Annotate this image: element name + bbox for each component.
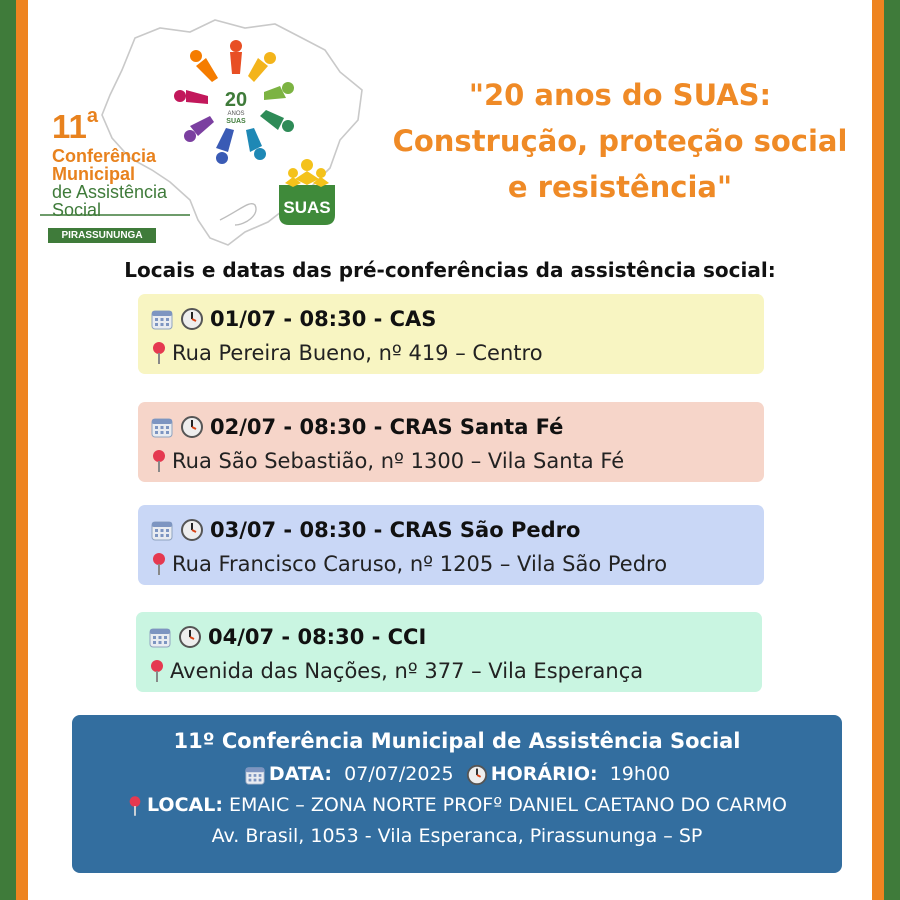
- date-time-row: [72, 759, 842, 790]
- clock-icon: [178, 625, 202, 649]
- suas-logo-icon: [279, 159, 335, 225]
- event-title: 01/07 - 08:30 - CAS: [210, 307, 437, 331]
- event-title: 02/07 - 08:30 - CRAS Santa Fé: [210, 415, 564, 439]
- clock-icon: [180, 307, 204, 331]
- clock-icon: [466, 764, 488, 786]
- pin-icon: [127, 795, 143, 817]
- edition-number: 11$^a$: [52, 105, 99, 145]
- people-circle-icon: [174, 40, 294, 164]
- section-heading: Locais e datas das pré-conferências da assistência social:: [124, 258, 776, 282]
- date-value: 07/07/2025: [344, 763, 454, 785]
- logo-line-2: Municipal: [52, 164, 136, 184]
- calendar-icon: [150, 307, 174, 331]
- event-card: [138, 402, 764, 482]
- city-label: PIRASSUNUNGA: [48, 228, 156, 243]
- badge-word: ANOS: [227, 111, 245, 117]
- clock-icon: [180, 415, 204, 439]
- logo-text: [52, 105, 168, 220]
- pin-icon: [148, 659, 166, 683]
- main-conference-box: [72, 715, 842, 873]
- slogan-line-1: "20 anos do SUAS:: [468, 78, 772, 112]
- event-address: Rua Francisco Caruso, nº 1205 – Vila São Pedro: [172, 552, 668, 576]
- local-label: LOCAL:: [146, 794, 223, 816]
- left-orange-stripe: [16, 0, 28, 900]
- event-address: Rua Pereira Bueno, nº 419 – Centro: [172, 341, 543, 365]
- calendar-icon: [150, 518, 174, 542]
- slogan-line-3: e resistência": [507, 170, 733, 204]
- logo-line-4: Social: [52, 200, 102, 220]
- date-label: DATA:: [268, 763, 333, 785]
- logo-line-1: Conferência: [52, 146, 157, 166]
- time-value: 19h00: [609, 763, 671, 785]
- clock-icon: [180, 518, 204, 542]
- right-green-stripe: [884, 0, 900, 900]
- slogan: [380, 72, 860, 210]
- event-address: Avenida das Nações, nº 377 – Vila Esperança: [170, 659, 644, 683]
- logo-line-3: de Assistência: [52, 182, 168, 202]
- slogan-line-2: Construção, proteção social: [392, 124, 848, 158]
- event-card: [136, 612, 762, 692]
- badge-suas: SUAS: [226, 118, 246, 125]
- right-orange-stripe: [872, 0, 884, 900]
- suas-logo-text: SUAS: [283, 198, 331, 217]
- event-card: [138, 294, 764, 374]
- badge-number: 20: [224, 89, 248, 111]
- event-address: Rua São Sebastião, nº 1300 – Vila Santa Fé: [172, 449, 625, 473]
- calendar-icon: [148, 625, 172, 649]
- pin-icon: [150, 552, 168, 576]
- local-row: [72, 790, 842, 821]
- left-green-stripe: [0, 0, 16, 900]
- pin-icon: [150, 449, 168, 473]
- time-label: HORÁRIO:: [490, 763, 598, 785]
- local-value: EMAIC – ZONA NORTE PROFº DANIEL CAETANO DO CARMO: [228, 794, 787, 816]
- event-title: 03/07 - 08:30 - CRAS São Pedro: [210, 518, 581, 542]
- pin-icon: [150, 341, 168, 365]
- conference-title: 11º Conferência Municipal de Assistência Social: [173, 729, 741, 753]
- calendar-icon: [244, 764, 266, 786]
- event-title: 04/07 - 08:30 - CCI: [208, 625, 427, 649]
- event-card: [138, 505, 764, 585]
- calendar-icon: [150, 415, 174, 439]
- conference-address: Av. Brasil, 1053 - Vila Esperanca, Pirassununga – SP: [211, 825, 703, 847]
